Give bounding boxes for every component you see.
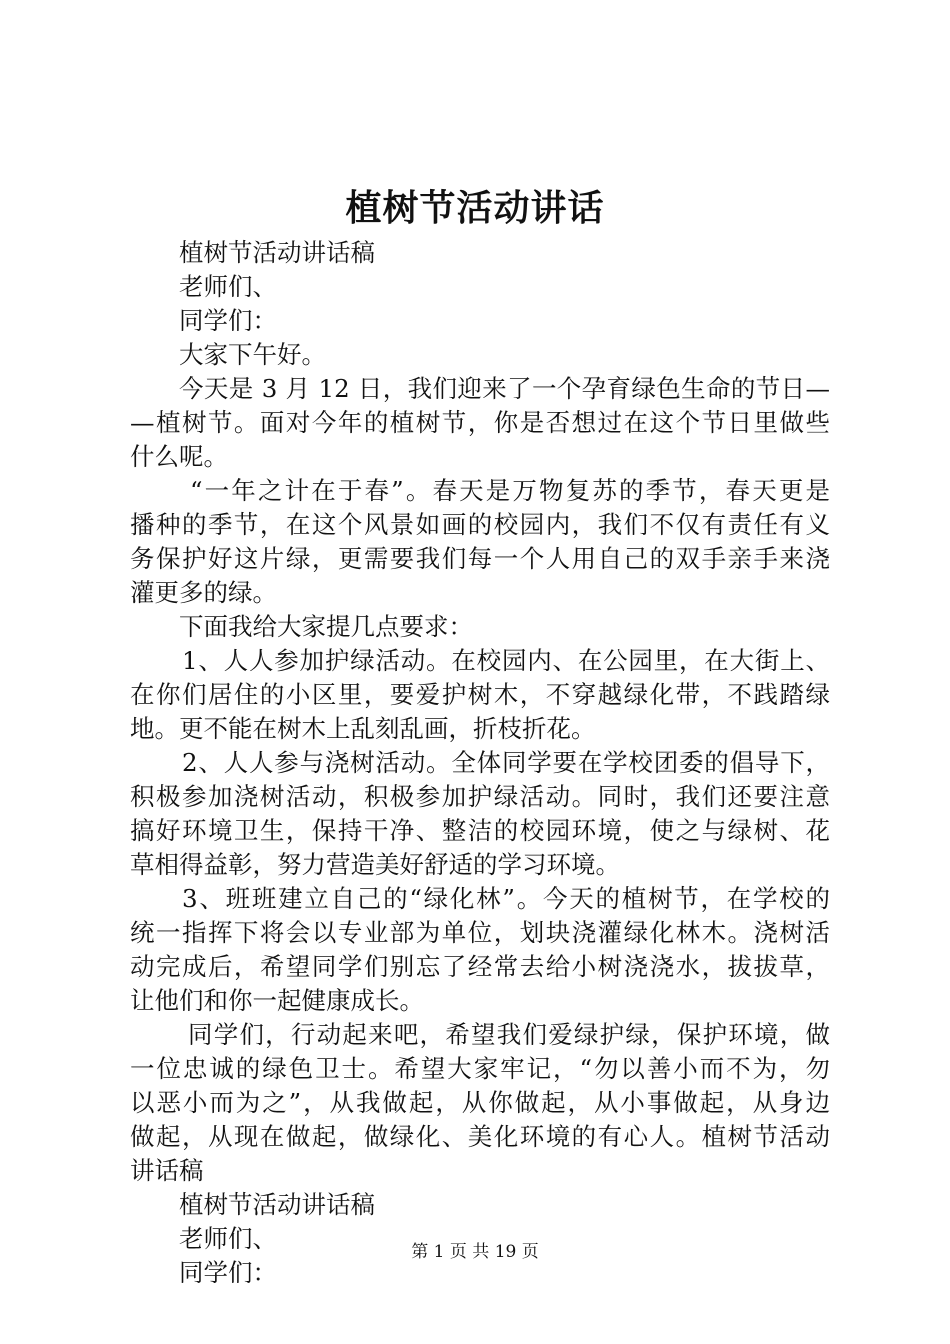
text-line: 务保护好这片绿，更需要我们每一个人用自己的双手亲手来浇 bbox=[130, 544, 830, 573]
text-line: 植树节活动讲话稿 bbox=[179, 1190, 375, 1219]
text-line: 同学们，行动起来吧，希望我们爱绿护绿，保护环境，做 bbox=[188, 1020, 830, 1049]
text-line: 下面我给大家提几点要求： bbox=[179, 612, 473, 641]
text-line: 播种的季节，在这个风景如画的校园内，我们不仅有责任有义 bbox=[130, 510, 830, 539]
text-line: 草相得益彰，努力营造美好舒适的学习环境。 bbox=[130, 850, 620, 879]
text-line: —植树节。面对今年的植树节，你是否想过在这个节日里做些 bbox=[130, 408, 830, 437]
text-line: 大家下午好。 bbox=[179, 340, 326, 369]
text-line: 同学们： bbox=[179, 306, 277, 335]
text-line: 老师们、 bbox=[179, 1224, 277, 1253]
text-line: 做起，从现在做起，做绿化、美化环境的有心人。植树节活动 bbox=[130, 1122, 830, 1151]
page-footer: 第 1 页 共 19 页 bbox=[411, 1242, 539, 1262]
document-title: 植树节活动讲话 bbox=[345, 187, 605, 229]
text-line: 让他们和你一起健康成长。 bbox=[130, 986, 424, 1015]
text-line: 灌更多的绿。 bbox=[130, 578, 277, 607]
text-line: 动完成后，希望同学们别忘了经常去给小树浇浇水，拔拔草， bbox=[130, 952, 830, 981]
text-line: 今天是 3 月 12 日，我们迎来了一个孕育绿色生命的节日— bbox=[179, 374, 830, 403]
text-line: 植树节活动讲话稿 bbox=[179, 238, 375, 267]
text-line: 在你们居住的小区里，要爱护树木，不穿越绿化带，不践踏绿 bbox=[130, 680, 830, 709]
text-line: 地。更不能在树木上乱刻乱画，折枝折花。 bbox=[130, 714, 596, 743]
text-line: 3、班班建立自己的“绿化林”。今天的植树节，在学校的 bbox=[182, 884, 830, 913]
text-line: 老师们、 bbox=[179, 272, 277, 301]
text-line: 1、人人参加护绿活动。在校园内、在公园里，在大街上、 bbox=[182, 646, 830, 675]
text-line: 搞好环境卫生，保持干净、整洁的校园环境，使之与绿树、花 bbox=[130, 816, 830, 845]
text-line: 2、人人参与浇树活动。全体同学要在学校团委的倡导下， bbox=[182, 748, 830, 777]
text-line: 讲话稿 bbox=[130, 1156, 204, 1185]
text-line: 以恶小而为之”，从我做起，从你做起，从小事做起，从身边 bbox=[130, 1088, 830, 1117]
text-line: 什么呢。 bbox=[130, 442, 228, 471]
text-line: 同学们： bbox=[179, 1258, 277, 1287]
text-line: 积极参加浇树活动，积极参加护绿活动。同时，我们还要注意 bbox=[130, 782, 830, 811]
text-line: 一位忠诚的绿色卫士。希望大家牢记，“勿以善小而不为，勿 bbox=[130, 1054, 830, 1083]
text-line: “一年之计在于春”。春天是万物复苏的季节，春天更是 bbox=[190, 476, 830, 505]
document-body bbox=[130, 236, 830, 1290]
text-line: 统一指挥下将会以专业部为单位，划块浇灌绿化林木。浇树活 bbox=[130, 918, 830, 947]
